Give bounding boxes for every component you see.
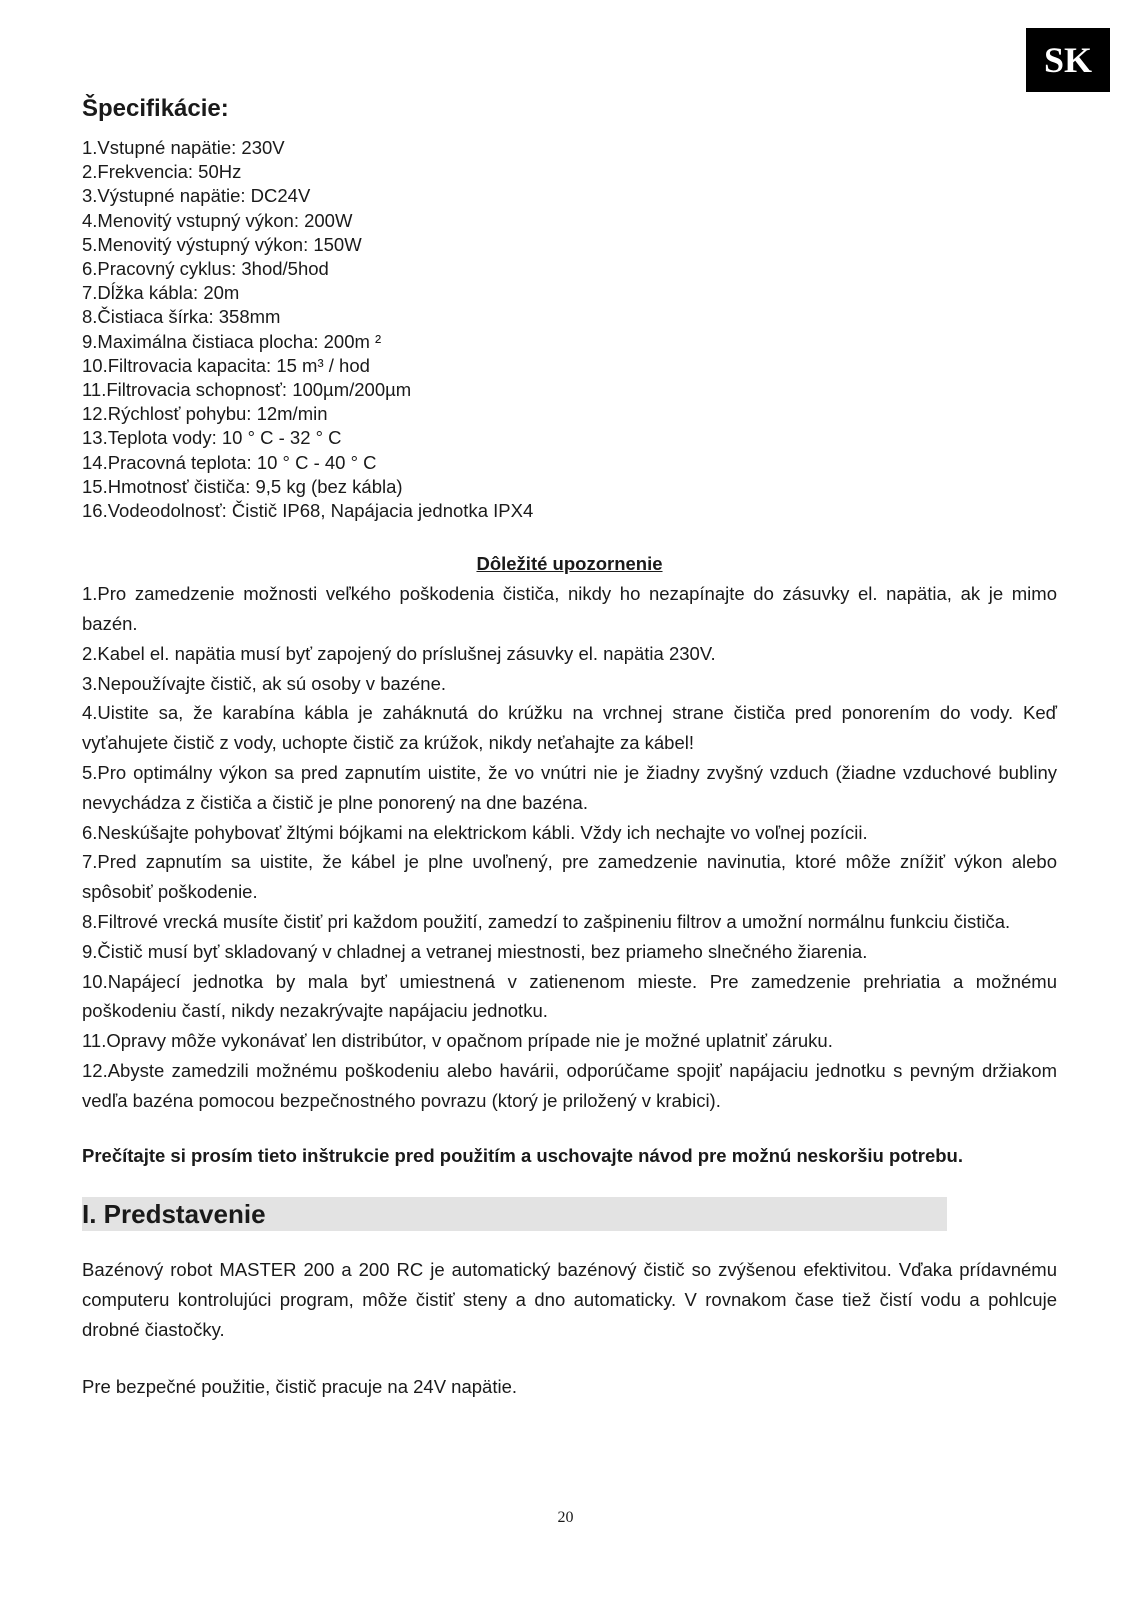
spec-item: 10.Filtrovacia kapacita: 15 m³ / hod bbox=[82, 354, 370, 376]
spec-item: 13.Teplota vody: 10 ° C - 32 ° C bbox=[82, 427, 342, 449]
warning-item: 3.Nepoužívajte čistič, ak sú osoby v bazéne. bbox=[82, 672, 447, 694]
warning-item: 9.Čistič musí byť skladovaný v chladnej a vetranej miestnosti, bez priameho slnečného žiarenia. bbox=[82, 940, 868, 962]
spec-item: 5.Menovitý výstupný výkon: 150W bbox=[82, 233, 362, 255]
spec-item: 12.Rýchlosť pohybu: 12m/min bbox=[82, 403, 328, 425]
language-badge: SK bbox=[1026, 28, 1110, 92]
spec-item: 16.Vodeodolnosť: Čistič IP68, Napájacia jednotka IPX4 bbox=[82, 500, 534, 522]
section-title: I. Predstavenie bbox=[82, 1199, 266, 1230]
page-number: 20 bbox=[557, 1509, 574, 1526]
spec-item: 4.Menovitý vstupný výkon: 200W bbox=[82, 209, 353, 231]
spec-item: 14.Pracovná teplota: 10 ° C - 40 ° C bbox=[82, 451, 377, 473]
spec-item: 6.Pracovný cyklus: 3hod/5hod bbox=[82, 258, 329, 280]
warning-item: 4.Uistite sa, že karabína kábla je zaháknutá do krúžku na vrchnej strane čističa pred ponorením do vody. Keď vyťahujete čistič z vody, uchopte čistič za krúžok, nikdy neťahajte za kábel! bbox=[82, 702, 1057, 754]
warning-item: 6.Neskúšajte pohybovať žltými bójkami na elektrickom kábli. Vždy ich nechajte vo voľnej pozícii. bbox=[82, 821, 868, 843]
spec-item: 1.Vstupné napätie: 230V bbox=[82, 137, 285, 158]
spec-item: 15.Hmotnosť čističa: 9,5 kg (bez kábla) bbox=[82, 475, 403, 497]
spec-item: 7.Dĺžka kábla: 20m bbox=[82, 282, 240, 304]
page-content bbox=[82, 92, 1057, 1402]
warning-item: 2.Kabel el. napätia musí byť zapojený do príslušnej zásuvky el. napätia 230V. bbox=[82, 642, 716, 664]
warning-item: 11.Opravy môže vykonávať len distribútor, v opačnom prípade nie je možné uplatniť záruku. bbox=[82, 1030, 833, 1052]
spec-item: 11.Filtrovacia schopnosť: 100µm/200µm bbox=[82, 379, 412, 401]
section-heading-bar bbox=[82, 1197, 947, 1231]
safety-paragraph: Pre bezpečné použitie, čistič pracuje na 24V napätie. bbox=[82, 1376, 518, 1398]
specifications-title: Špecifikácie: bbox=[82, 95, 229, 122]
specifications-list bbox=[82, 136, 1057, 523]
spec-item: 8.Čistiaca šírka: 358mm bbox=[82, 306, 281, 328]
warning-item: 8.Filtrové vrecká musíte čistiť pri každom použití, zamedzí to zašpineniu filtrov a umožní normálnu funkciu čističa. bbox=[82, 911, 1011, 933]
warning-item: 1.Pro zamedzenie možnosti veľkého poškodenia čističa, nikdy ho nezapínajte do zásuvky el. napätia, ak je mimo bazén. bbox=[82, 583, 1057, 635]
warning-item: 12.Abyste zamedzili možnému poškodeniu alebo havárii, odporúčame spojiť napájaciu jednotku s pevným držiakom vedľa bazéna pomocou bezpečnostného povrazu (ktorý je priložený v krabici). bbox=[82, 1060, 1057, 1111]
warning-item: 10.Napájecí jednotka by mala byť umiestnená v zatienenom mieste. Pre zamedzenie prehriatia a možnému poškodeniu častí, nikdy nezakrývajte napájaciu jednotku. bbox=[82, 970, 1057, 1022]
spec-item: 9.Maximálna čistiaca plocha: 200m ² bbox=[82, 330, 382, 352]
spec-item: 2.Frekvencia: 50Hz bbox=[82, 161, 242, 183]
warning-item: 7.Pred zapnutím sa uistite, že kábel je plne uvoľnený, pre zamedzenie navinutia, ktoré môže znížiť výkon alebo spôsobiť poškodenie. bbox=[82, 851, 1057, 903]
warning-item: 5.Pro optimálny výkon sa pred zapnutím uistite, že vo vnútri nie je žiadny zvyšný vzduch (žiadne vzduchové bubliny nevychádza z čističa a čistič je plne ponorený na dne bazéna. bbox=[82, 762, 1057, 813]
spec-item: 3.Výstupné napätie: DC24V bbox=[82, 185, 311, 207]
warnings-title: Dôležité upozornenie bbox=[476, 553, 663, 575]
warnings-list bbox=[82, 579, 1057, 1115]
intro-paragraph: Bazénový robot MASTER 200 a 200 RC je automatický bazénový čistič so zvýšenou efektivitou. Vďaka prídavnému computeru kontrolujúci program, môže čistiť steny a dno automaticky. V rovnakom čase tiež čistí vodu a pohlcuje drobné čiastočky. bbox=[82, 1259, 1057, 1340]
read-instructions-notice: Prečítajte si prosím tieto inštrukcie pred použitím a uschovajte návod pre možnú neskoršiu potrebu. bbox=[82, 1144, 963, 1166]
